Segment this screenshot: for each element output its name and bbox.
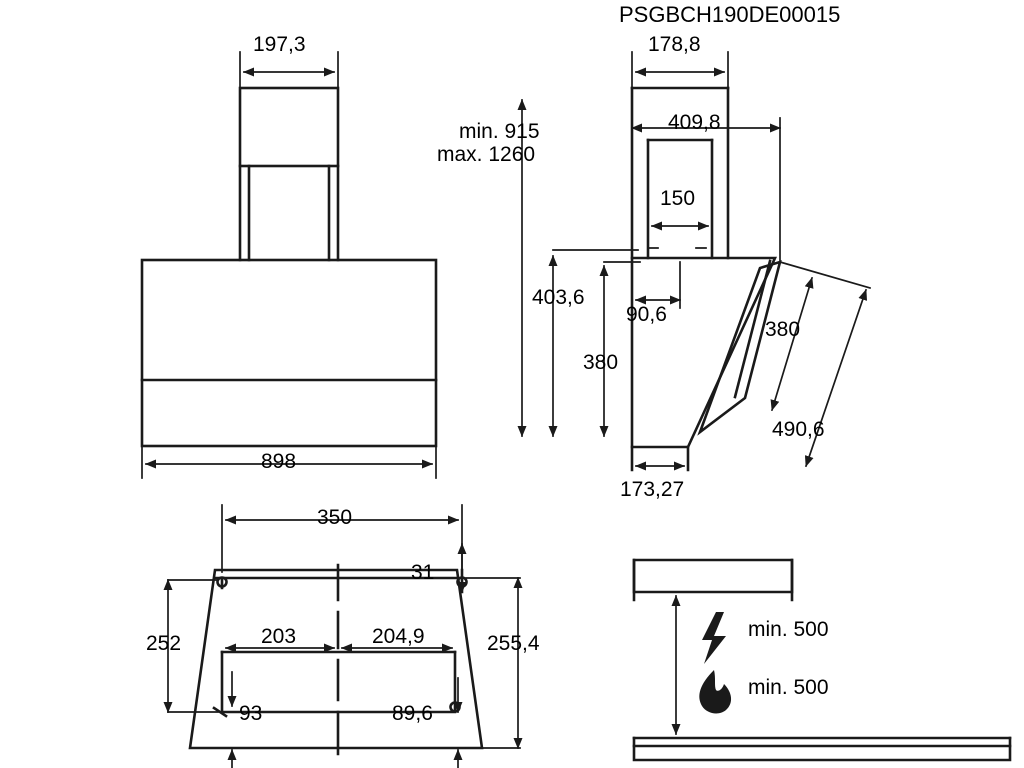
side-dim-offset-90-label: 90,6 (626, 303, 667, 326)
side-dim-height-403-label: 403,6 (532, 286, 585, 309)
side-dim-min-height-label: min. 915 (459, 120, 540, 143)
template-dim-slot-31-label: 31 (411, 561, 435, 584)
template-dim-left-height-label: 252 (146, 632, 182, 655)
template-dim-inner-left-label: 203 (261, 625, 297, 648)
clearance-electric-label: min. 500 (748, 618, 829, 641)
clearance-view-geometry (634, 560, 1010, 760)
side-dim-max-height-label: max. 1260 (437, 143, 536, 166)
template-dim-right-height (466, 578, 520, 748)
side-dim-glass-380-label: 380 (765, 318, 801, 341)
side-dim-offset-90 (636, 262, 680, 308)
template-dim-bottom-left-label: 93 (239, 702, 263, 725)
side-view-geometry (632, 88, 780, 470)
front-dim-chimney-width (240, 52, 338, 96)
template-dim-right-height-label: 255,4 (487, 632, 540, 655)
side-dim-height-403 (553, 250, 638, 436)
gas-flame-icon (699, 670, 731, 713)
side-dim-base-depth-label: 173,27 (620, 478, 685, 501)
clearance-gas-label: min. 500 (748, 676, 829, 699)
side-dim-depth-top-label: 409,8 (668, 111, 721, 134)
template-view-geometry (190, 565, 482, 754)
template-dim-top-width-label: 350 (317, 506, 353, 529)
front-dim-body-width-label: 898 (261, 450, 297, 473)
side-dim-chimney-width (632, 52, 728, 96)
front-dim-chimney-width-label: 197,3 (253, 33, 306, 56)
side-dim-height-380-label: 380 (583, 351, 619, 374)
side-dim-duct-width-label: 150 (660, 187, 696, 210)
electric-hob-icon (702, 612, 726, 664)
side-dim-glass-380 (772, 278, 812, 410)
side-dim-chimney-width-label: 178,8 (648, 33, 701, 56)
front-view-geometry (142, 88, 436, 446)
template-dim-inner-right-label: 204,9 (372, 625, 425, 648)
side-dim-glass-490-label: 490,6 (772, 418, 825, 441)
template-dim-bottom-right-label: 89,6 (392, 702, 433, 725)
drawing-code: PSGBCH190DE00015 (619, 2, 841, 27)
side-dim-height-380 (604, 262, 640, 436)
